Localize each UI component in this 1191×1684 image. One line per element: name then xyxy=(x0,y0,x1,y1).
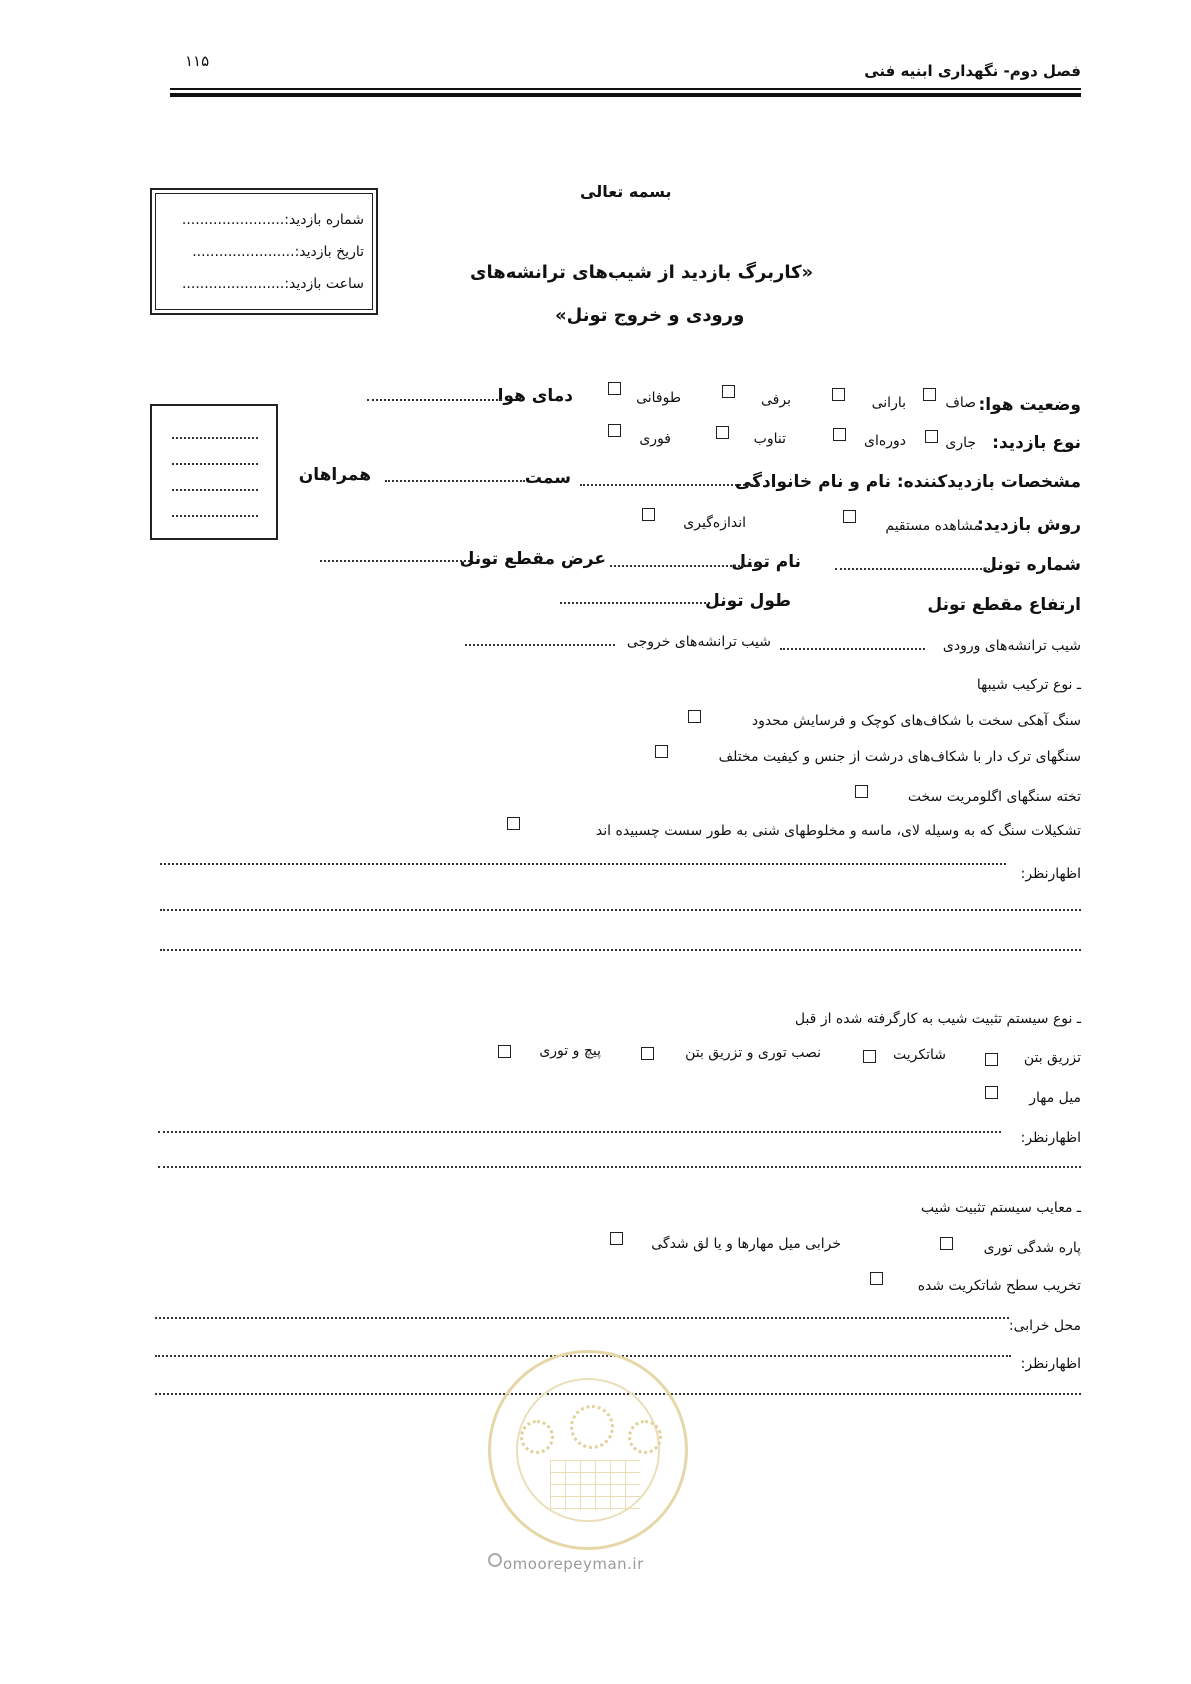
visit-type-current: جاری xyxy=(945,435,976,451)
stabilization-anchor-checkbox[interactable] xyxy=(985,1086,998,1099)
weather-rainy-checkbox[interactable] xyxy=(832,388,845,401)
defect-location-line[interactable] xyxy=(155,1316,1009,1319)
defect-mesh-tear: پاره شدگی توری xyxy=(983,1240,1081,1256)
defect-anchor-failure-checkbox[interactable] xyxy=(610,1232,623,1245)
stabilization-mesh-grout-checkbox[interactable] xyxy=(641,1047,654,1060)
watermark-site: omoorepeyman.ir xyxy=(503,1555,644,1573)
method-measurement: اندازه‌گیری xyxy=(683,515,746,531)
visit-date-field[interactable]: تاریخ بازدید:....................... xyxy=(192,244,364,260)
stabilization-item-grouting: تزریق بتن xyxy=(1023,1050,1081,1066)
companion-line[interactable] xyxy=(172,462,258,465)
basmala: بسمه تعالی xyxy=(580,182,672,201)
tunnel-name-field[interactable] xyxy=(610,553,760,567)
defects-comment-label: اظهارنظر: xyxy=(1020,1356,1081,1372)
entry-slope-label: شیب ترانشه‌های ورودی xyxy=(942,638,1081,654)
stabilization-comment-line[interactable] xyxy=(158,1165,1081,1168)
defect-anchor-failure: خرابی میل مهارها و یا لق شدگی xyxy=(651,1236,841,1252)
visit-type-periodic: دوره‌ای xyxy=(864,433,906,449)
page-number: ۱۱۵ xyxy=(185,52,210,70)
stabilization-shotcrete-checkbox[interactable] xyxy=(863,1050,876,1063)
tunnel-number-label: شماره تونل xyxy=(982,555,1081,575)
visit-type-urgent: فوری xyxy=(639,431,671,447)
temperature-label: دمای هوا xyxy=(497,386,573,406)
visit-info-box xyxy=(150,188,378,315)
stabilization-bolt-mesh-checkbox[interactable] xyxy=(498,1045,511,1058)
weather-option-snowy: برفی xyxy=(761,392,791,408)
weather-option-stormy: طوفانی xyxy=(636,390,681,406)
tunnel-width-field[interactable] xyxy=(320,548,470,562)
visit-time-field[interactable]: ساعت بازدید:....................... xyxy=(181,276,364,292)
stabilization-item-bolt-mesh: پیچ و توری xyxy=(539,1043,601,1059)
defect-shotcrete-surface: تخریب سطح شاتکریت شده xyxy=(917,1278,1081,1294)
exit-slope-label: شیب ترانشه‌های خروجی xyxy=(626,634,771,650)
defect-shotcrete-surface-checkbox[interactable] xyxy=(870,1272,883,1285)
composition-item-3-checkbox[interactable] xyxy=(855,785,868,798)
composition-item-4: تشکیلات سنگ که به وسیله لای، ماسه و مخلوطهای شنی به طور سست چسبیده اند xyxy=(595,823,1081,839)
visit-type-interval: تناوب xyxy=(753,431,786,447)
inspector-role-field[interactable] xyxy=(385,468,525,482)
visit-type-current-checkbox[interactable] xyxy=(925,430,938,443)
composition-comment-line[interactable] xyxy=(160,908,1081,911)
method-measurement-checkbox[interactable] xyxy=(642,508,655,521)
weather-stormy-checkbox[interactable] xyxy=(608,382,621,395)
companion-line[interactable] xyxy=(172,488,258,491)
composition-item-1-checkbox[interactable] xyxy=(688,710,701,723)
chapter-header: فصل دوم- نگهداری ابنیه فنی xyxy=(864,62,1081,80)
tunnel-name-label: نام تونل xyxy=(731,552,801,572)
stabilization-heading: ـ نوع سیستم تثبیت شیب به کارگرفته شده از قبل xyxy=(794,1011,1081,1027)
tunnel-height-label: ارتفاع مقطع تونل xyxy=(927,595,1081,615)
header-rule xyxy=(170,88,1081,90)
composition-comment-line[interactable] xyxy=(160,862,1006,865)
method-direct-checkbox[interactable] xyxy=(843,510,856,523)
defect-location-label: محل خرابی: xyxy=(1008,1318,1081,1334)
composition-item-2-checkbox[interactable] xyxy=(655,745,668,758)
weather-snowy-checkbox[interactable] xyxy=(722,385,735,398)
weather-option-clear: صاف xyxy=(945,395,976,411)
inspector-role-label: سمت xyxy=(524,468,571,488)
entry-slope-field[interactable] xyxy=(780,636,925,650)
composition-item-2: سنگهای ترک دار با شکاف‌های درشت از جنس و کیفیت مختلف xyxy=(718,749,1081,765)
weather-option-rainy: بارانی xyxy=(871,395,906,411)
stabilization-item-anchor: میل مهار xyxy=(1029,1090,1081,1106)
scales-icon xyxy=(520,1420,554,1454)
tunnel-length-field[interactable] xyxy=(560,590,710,604)
composition-item-3: تخته سنگهای اگلومریت سخت xyxy=(907,789,1081,805)
excavator-icon xyxy=(628,1420,662,1454)
inspector-name-label: مشخصات بازدیدکننده: نام و نام خانوادگی xyxy=(734,472,1081,492)
exit-slope-field[interactable] xyxy=(465,632,615,646)
inspector-name-field[interactable] xyxy=(580,472,760,486)
stabilization-comment-label: اظهارنظر: xyxy=(1020,1130,1081,1146)
companions-label: همراهان xyxy=(298,465,371,485)
visit-type-label: نوع بازدید: xyxy=(992,433,1081,453)
visit-type-urgent-checkbox[interactable] xyxy=(608,424,621,437)
form-title-line-2: ورودی و خروج تونل» xyxy=(555,305,745,326)
defects-heading: ـ معایب سیستم تثبیت شیب xyxy=(920,1200,1081,1216)
visit-number-field[interactable]: شماره بازدید:....................... xyxy=(181,212,364,228)
composition-item-1: سنگ آهکی سخت با شکاف‌های کوچک و فرسایش محدود xyxy=(751,713,1081,729)
temperature-field[interactable] xyxy=(367,387,502,401)
stabilization-item-mesh-grout: نصب توری و تزریق بتن xyxy=(685,1045,821,1061)
weather-label: وضعیت هوا: xyxy=(978,395,1081,415)
composition-item-4-checkbox[interactable] xyxy=(507,817,520,830)
visit-type-interval-checkbox[interactable] xyxy=(716,426,729,439)
stabilization-grouting-checkbox[interactable] xyxy=(985,1053,998,1066)
header-rule-thick xyxy=(170,93,1081,97)
defect-mesh-tear-checkbox[interactable] xyxy=(940,1237,953,1250)
companions-box xyxy=(150,404,278,540)
companion-line[interactable] xyxy=(172,436,258,439)
composition-heading: ـ نوع ترکیب شیبها xyxy=(976,677,1081,693)
stabilization-comment-line[interactable] xyxy=(158,1130,1001,1133)
stabilization-item-shotcrete: شاتکریت xyxy=(893,1047,946,1063)
method-direct: مشاهده مستقیم xyxy=(885,518,981,534)
composition-comment-line[interactable] xyxy=(160,948,1081,951)
tunnel-number-field[interactable] xyxy=(835,556,990,570)
watermark-grid xyxy=(550,1460,640,1510)
form-title-line-1: «کاربرگ بازدید از شیب‌های ترانشه‌های xyxy=(470,262,814,283)
visit-type-periodic-checkbox[interactable] xyxy=(833,428,846,441)
tunnel-width-label: عرض مقطع تونل xyxy=(459,549,606,569)
at-icon xyxy=(488,1553,502,1567)
gear-icon xyxy=(570,1405,614,1449)
method-label: روش بازدید: xyxy=(976,515,1081,535)
composition-comment-label: اظهارنظر: xyxy=(1020,866,1081,882)
companion-line[interactable] xyxy=(172,514,258,517)
tunnel-length-label: طول تونل xyxy=(705,591,791,611)
weather-clear-checkbox[interactable] xyxy=(923,388,936,401)
